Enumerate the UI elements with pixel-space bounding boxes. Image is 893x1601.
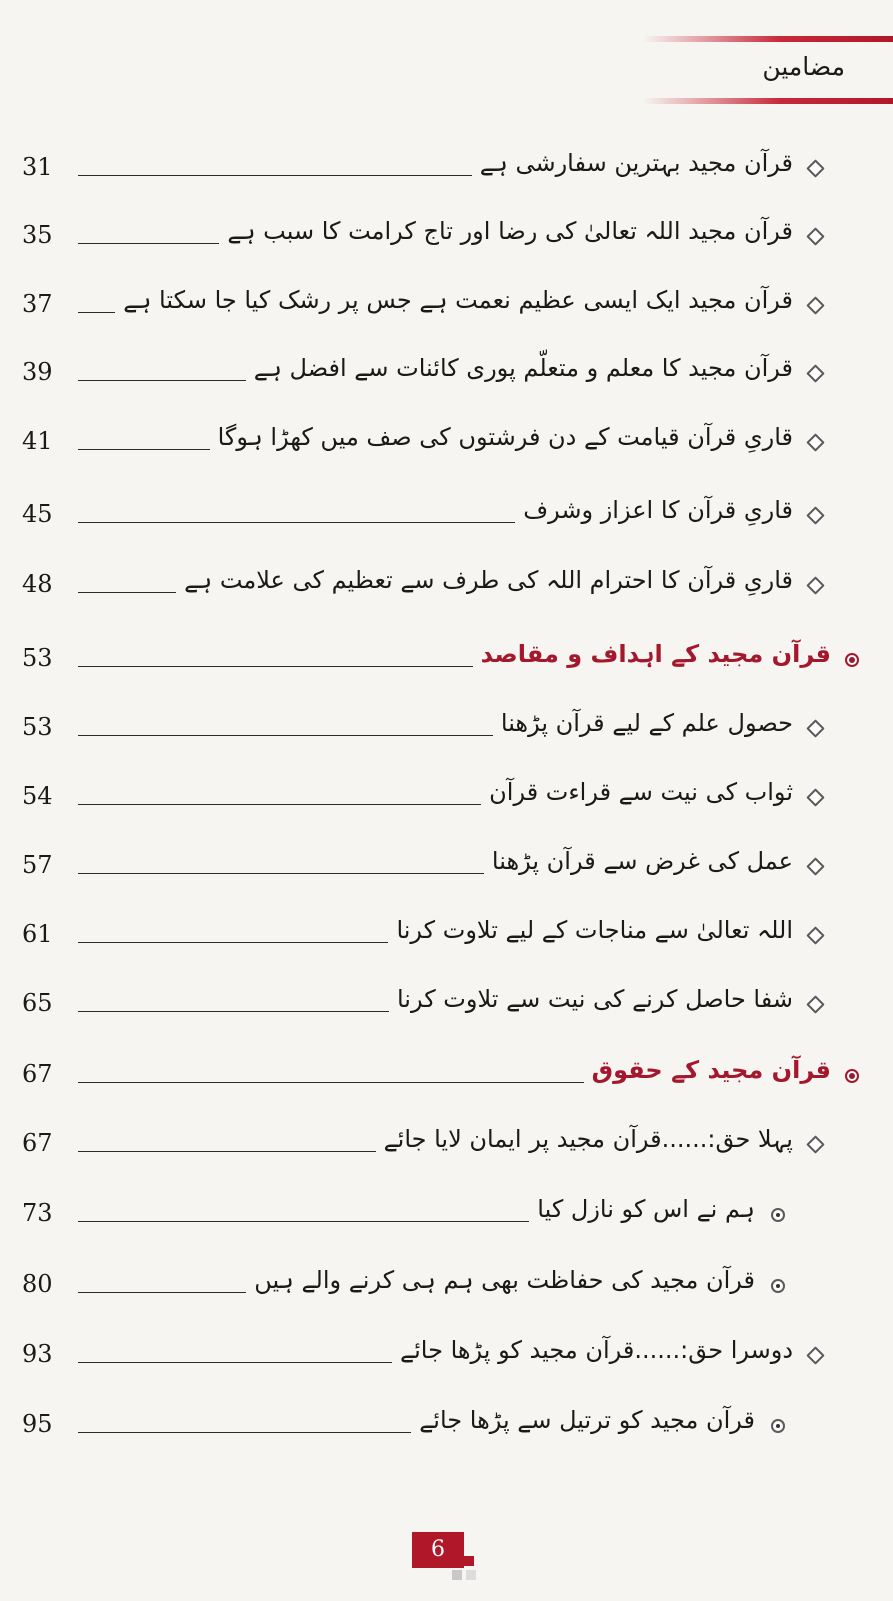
toc-leader-line xyxy=(78,1362,392,1363)
diamond-bullet-icon xyxy=(806,857,824,875)
toc-leader-line xyxy=(78,1221,529,1222)
toc-entry-row[interactable] xyxy=(0,912,893,962)
toc-page-number: 67 xyxy=(22,1060,53,1088)
section-bullet-icon xyxy=(845,1069,859,1083)
toc-entry-row[interactable] xyxy=(0,1121,893,1171)
toc-entry-row[interactable] xyxy=(0,843,893,893)
toc-entry-row[interactable] xyxy=(0,981,893,1031)
toc-page-number: 41 xyxy=(22,427,53,455)
footer-decoration xyxy=(464,1556,474,1566)
diamond-bullet-icon xyxy=(806,1135,824,1153)
diamond-bullet-icon xyxy=(806,926,824,944)
toc-page-number: 54 xyxy=(22,782,53,810)
toc-leader-line xyxy=(78,449,210,450)
toc-leader-line xyxy=(78,592,176,593)
page-number: 6 xyxy=(412,1532,464,1568)
toc-page-number: 57 xyxy=(22,851,53,879)
toc-entry-title: قرآن مجید ایک ایسی عظیم نعمت ہے جس پر رشک کیا جا سکتا ہے xyxy=(123,286,793,314)
toc-entry-title: شفا حاصل کرنے کی نیت سے تلاوت کرنا xyxy=(396,985,793,1013)
toc-leader-line xyxy=(78,1292,246,1293)
toc-section-row[interactable] xyxy=(0,1052,893,1102)
toc-entry-row[interactable] xyxy=(0,774,893,824)
toc-leader-line xyxy=(78,942,388,943)
toc-page-number: 67 xyxy=(22,1129,53,1157)
target-bullet-icon xyxy=(771,1208,785,1222)
toc-entry-title: قرآن مجید اللہ تعالیٰ کی رضا اور تاج کرامت کا سبب ہے xyxy=(227,217,793,245)
diamond-bullet-icon xyxy=(806,788,824,806)
toc-entry-row[interactable] xyxy=(0,419,893,469)
diamond-bullet-icon xyxy=(806,995,824,1013)
toc-leader-line xyxy=(78,312,115,313)
toc-entry-title: قاریِ قرآن کا احترام اللہ کی طرف سے تعظیم کی علامت ہے xyxy=(184,566,793,594)
toc-entry-title: ہم نے اس کو نازل کیا xyxy=(537,1195,755,1223)
toc-entry-title: حصول علم کے لیے قرآن پڑھنا xyxy=(500,709,793,737)
toc-entry-row[interactable] xyxy=(0,562,893,612)
diamond-bullet-icon xyxy=(806,227,824,245)
diamond-bullet-icon xyxy=(806,159,824,177)
toc-entry-row[interactable] xyxy=(0,1262,893,1312)
toc-leader-line xyxy=(78,380,246,381)
toc-leader-line xyxy=(78,175,472,176)
toc-entry-title: قاریِ قرآن قیامت کے دن فرشتوں کی صف میں کھڑا ہوگا xyxy=(217,423,793,451)
toc-page-number: 37 xyxy=(22,290,53,318)
diamond-bullet-icon xyxy=(806,296,824,314)
toc-page-number: 95 xyxy=(22,1410,53,1438)
footer-decoration xyxy=(466,1570,476,1580)
diamond-bullet-icon xyxy=(806,433,824,451)
toc-entry-row[interactable] xyxy=(0,492,893,542)
diamond-bullet-icon xyxy=(806,719,824,737)
toc-page-number: 53 xyxy=(22,713,53,741)
toc-section-title: قرآن مجید کے حقوق xyxy=(591,1056,831,1084)
toc-entry-row[interactable] xyxy=(0,145,893,195)
toc-page-number: 73 xyxy=(22,1199,53,1227)
toc-entry-title: اللہ تعالیٰ سے مناجات کے لیے تلاوت کرنا xyxy=(396,916,793,944)
target-bullet-icon xyxy=(771,1279,785,1293)
toc-section-row[interactable] xyxy=(0,636,893,686)
toc-page-number: 39 xyxy=(22,358,53,386)
toc-page-number: 31 xyxy=(22,153,53,181)
toc-entry-title: دوسرا حق:......قرآن مجید کو پڑھا جائے xyxy=(400,1336,793,1364)
toc-entry-row[interactable] xyxy=(0,1191,893,1241)
toc-leader-line xyxy=(78,735,493,736)
toc-page-number: 93 xyxy=(22,1340,53,1368)
toc-entry-title: عمل کی غرض سے قرآن پڑھنا xyxy=(491,847,793,875)
toc-leader-line xyxy=(78,804,481,805)
target-bullet-icon xyxy=(771,1419,785,1433)
diamond-bullet-icon xyxy=(806,506,824,524)
toc-page-number: 80 xyxy=(22,1270,53,1298)
toc-entry-title: قرآن مجید بہترین سفارشی ہے xyxy=(479,149,793,177)
toc-entry-title: قرآن مجید کو ترتیل سے پڑھا جائے xyxy=(419,1406,755,1434)
diamond-bullet-icon xyxy=(806,1346,824,1364)
toc-leader-line xyxy=(78,873,484,874)
section-bullet-icon xyxy=(845,653,859,667)
toc-page-number: 35 xyxy=(22,221,53,249)
toc-entry-row[interactable] xyxy=(0,213,893,263)
toc-entry-title: ثواب کی نیت سے قراءت قرآن xyxy=(489,778,793,806)
toc-entry-title: قرآن مجید کا معلم و متعلّم پوری کائنات سے افضل ہے xyxy=(253,354,793,382)
toc-entry-title: قرآن مجید کی حفاظت بھی ہم ہی کرنے والے ہیں xyxy=(254,1266,755,1294)
toc-page-number: 48 xyxy=(22,570,53,598)
toc-section-title: قرآن مجید کے اہداف و مقاصد xyxy=(480,640,831,668)
toc-page-number: 45 xyxy=(22,500,53,528)
diamond-bullet-icon xyxy=(806,576,824,594)
toc-leader-line xyxy=(78,1432,411,1433)
toc-leader-line xyxy=(78,522,515,523)
footer-decoration xyxy=(452,1570,462,1580)
toc-entry-row[interactable] xyxy=(0,705,893,755)
toc-entry-row[interactable] xyxy=(0,282,893,332)
toc-entry-title: پہلا حق:......قرآن مجید پر ایمان لایا جائے xyxy=(383,1125,793,1153)
diamond-bullet-icon xyxy=(806,364,824,382)
toc-leader-line xyxy=(78,243,219,244)
toc-entry-row[interactable] xyxy=(0,1332,893,1382)
toc-leader-line xyxy=(78,1082,584,1083)
toc-entry-title: قاریِ قرآن کا اعزاز وشرف xyxy=(523,496,793,524)
toc-page-number: 61 xyxy=(22,920,53,948)
toc-entry-row[interactable] xyxy=(0,350,893,400)
toc-page-number: 65 xyxy=(22,989,53,1017)
toc-leader-line xyxy=(78,1011,389,1012)
page-title: مضامین xyxy=(762,52,845,81)
toc-leader-line xyxy=(78,1151,376,1152)
toc-leader-line xyxy=(78,666,473,667)
toc-page-number: 53 xyxy=(22,644,53,672)
toc-entry-row[interactable] xyxy=(0,1402,893,1452)
